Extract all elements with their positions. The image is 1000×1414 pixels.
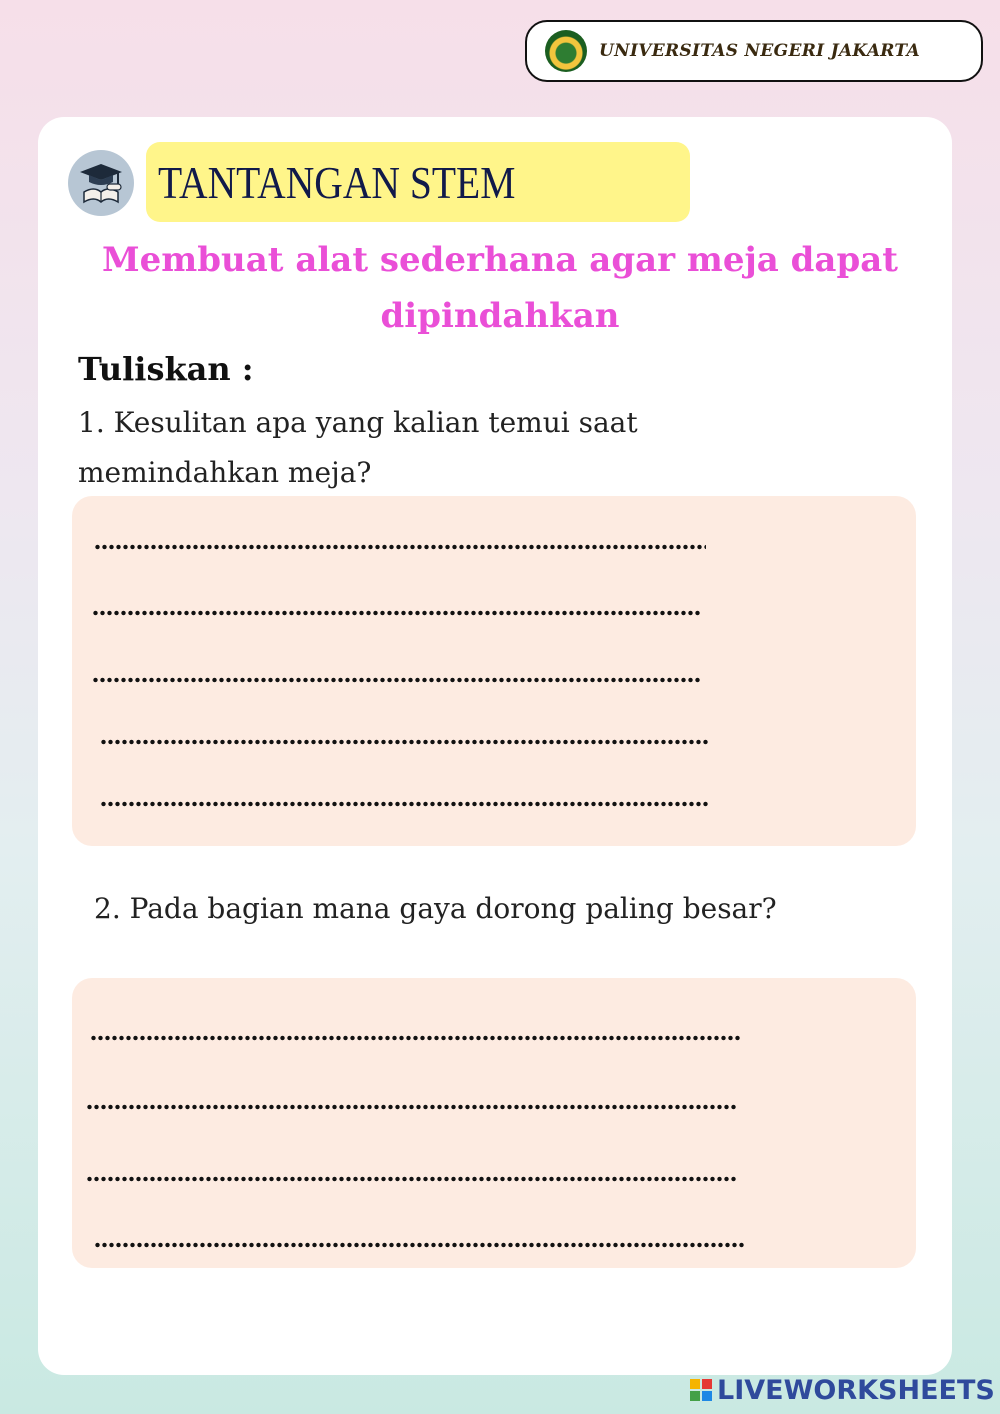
subtitle: Membuat alat sederhana agar meja dapat dipindahkan — [102, 240, 898, 336]
title-highlight — [146, 142, 690, 222]
liveworksheets-brand: LIVEWORKSHEETS — [717, 1374, 995, 1406]
answer-line[interactable] — [100, 801, 710, 807]
answer-line[interactable] — [86, 1104, 738, 1110]
answer-line[interactable] — [90, 1035, 742, 1041]
instruction-label: Tuliskan : — [78, 350, 254, 388]
question-1: 1. Kesulitan apa yang kalian temui saat memindahkan meja? — [78, 406, 638, 489]
answer-line[interactable] — [94, 1242, 746, 1248]
liveworksheets-logo — [690, 1372, 995, 1408]
answer-line[interactable] — [86, 1176, 738, 1182]
answer-box-2[interactable] — [72, 978, 916, 1268]
answer-box-1[interactable] — [72, 496, 916, 846]
university-seal-icon — [545, 30, 587, 72]
answer-line[interactable] — [92, 610, 702, 616]
university-badge — [525, 20, 983, 82]
university-name: UNIVERSITAS NEGERI JAKARTA — [599, 41, 920, 61]
answer-line[interactable] — [92, 677, 702, 683]
graduation-cap-book-icon — [68, 150, 134, 216]
answer-line[interactable] — [94, 544, 706, 550]
question-2: 2. Pada bagian mana gaya dorong paling besar? — [94, 892, 777, 925]
answer-line[interactable] — [100, 739, 710, 745]
liveworksheets-icon — [690, 1379, 712, 1401]
page-title: TANTANGAN STEM — [158, 156, 516, 208]
